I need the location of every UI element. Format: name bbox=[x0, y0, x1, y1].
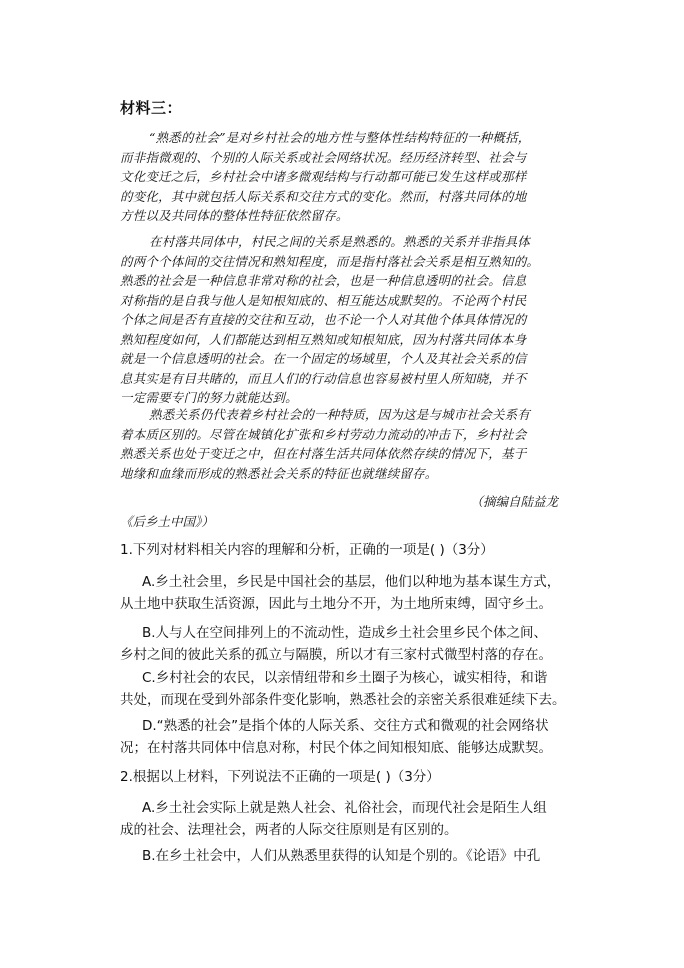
option-line: B.在乡土社会中，人们从熟悉里获得的认知是个别的。《论语》中孔 bbox=[142, 848, 541, 864]
text-line: 个体之间是否有直接的交往和互动，也不论一个人对其他个体具体情况的 bbox=[120, 312, 527, 327]
text-line: 息其实是有目共睹的，而且人们的行动信息也容易被村里人所知晓，并不 bbox=[120, 370, 527, 386]
citation-source: （摘编自陆益龙 bbox=[470, 494, 558, 509]
question-1-option-a bbox=[120, 571, 570, 615]
option-line: 共处，而现在受到外部条件变化影响，熟悉社会的亲密关系很难延续下去。 bbox=[120, 692, 566, 708]
text-line: 熟知程度如何，人们都能达到相互熟知或知根知底，因为村落共同体本身 bbox=[120, 331, 527, 347]
text-line: 就是一个信息透明的社会。在一个固定的场域里，个人及其社会关系的信 bbox=[120, 351, 527, 366]
question-text: 2.根据以上材料，下列说法不正确的一项是( )（3分） bbox=[120, 769, 440, 785]
option-line: D.“熟悉的社会”是指个体的人际关系、交往方式和微观的社会网络状 bbox=[142, 718, 549, 734]
material-paragraph-2 bbox=[120, 232, 564, 408]
material-paragraph-3 bbox=[120, 405, 564, 483]
text-line: 而非指微观的、个别的人际关系或社会网络状况。经历经济转型、社会与 bbox=[120, 149, 527, 165]
material-paragraph-1 bbox=[120, 128, 564, 226]
option-line: 成的社会、法理社会，两者的人际交往原则是有区别的。 bbox=[120, 822, 458, 838]
question-1-option-d bbox=[120, 715, 570, 759]
option-line: A.乡土社会实际上就是熟人社会、礼俗社会，而现代社会是陌生人组 bbox=[142, 800, 547, 816]
text-line: 方性以及共同体的整体性特征依然留存。 bbox=[120, 208, 349, 223]
text-line: 文化变迁之后，乡村社会中诸多微观结构与行动都可能已发生这样或那样 bbox=[120, 169, 527, 184]
material-heading: 材料三： bbox=[120, 99, 183, 117]
text-line: 的变化，其中就包括人际关系和交往方式的变化。然而，村落共同体的地 bbox=[120, 188, 527, 204]
text-line: 着本质区别的。尽管在城镇化扩张和乡村劳动力流动的冲击下，乡村社会 bbox=[120, 426, 527, 442]
text-line: 在村落共同体中，村民之间的关系是熟悉的。熟悉的关系并非指具体 bbox=[149, 234, 531, 249]
text-line: 熟悉的社会是一种信息非常对称的社会，也是一种信息透明的社会。信息 bbox=[120, 273, 527, 288]
text-line: 对称指的是自我与他人是知根知底的、相互能达成默契的。不论两个村民 bbox=[120, 292, 527, 308]
question-2-option-b bbox=[120, 845, 570, 867]
question-text: 1.下列对材料相关内容的理解和分析，正确的一项是( )（3分） bbox=[120, 542, 494, 558]
question-1-stem bbox=[120, 539, 568, 561]
option-line: A.乡土社会里，乡民是中国社会的基层，他们以种地为基本谋生方式， bbox=[142, 574, 561, 590]
question-1-option-b bbox=[120, 622, 570, 666]
question-2-stem bbox=[120, 766, 568, 788]
citation-book: 《后乡土中国》） bbox=[120, 514, 214, 529]
option-line: 从土地中获取生活资源，因此与土地分不开，为土地所束缚，固守乡土。 bbox=[120, 596, 552, 612]
option-line: C.乡村社会的农民，以亲情纽带和乡土圈子为核心，诚实相待，和谐 bbox=[142, 670, 548, 686]
option-line: B.人与人在空间排列上的不流动性，造成乡土社会里乡民个体之间、 bbox=[142, 625, 548, 641]
question-2-option-a bbox=[120, 797, 570, 841]
text-line: 一定需要专门的努力就能达到。 bbox=[120, 390, 298, 405]
text-line: 熟悉关系也处于变迁之中，但在村落生活共同体依然存续的情况下，基于 bbox=[120, 446, 527, 461]
text-line: 熟悉关系仍代表着乡村社会的一种特质，因为这是与城市社会关系有 bbox=[149, 407, 531, 422]
text-line: 的两个个体间的交往情况和熟知程度，而是指村落社会关系是相互熟知的。 bbox=[120, 253, 540, 269]
question-1-option-c bbox=[120, 667, 570, 711]
option-line: 况；在村落共同体中信息对称，村民个体之间知根知底、能够达成默契。 bbox=[120, 740, 552, 756]
citation bbox=[120, 492, 564, 532]
text-line: 地缘和血缘而形成的熟悉社会关系的特征也就继续留存。 bbox=[120, 465, 438, 481]
option-line: 乡村之间的彼此关系的孤立与隔膜，所以才有三家村式微型村落的存在。 bbox=[120, 647, 552, 663]
text-line: “熟悉的社会”是对乡村社会的地方性与整体性结构特征的一种概括， bbox=[149, 130, 531, 145]
